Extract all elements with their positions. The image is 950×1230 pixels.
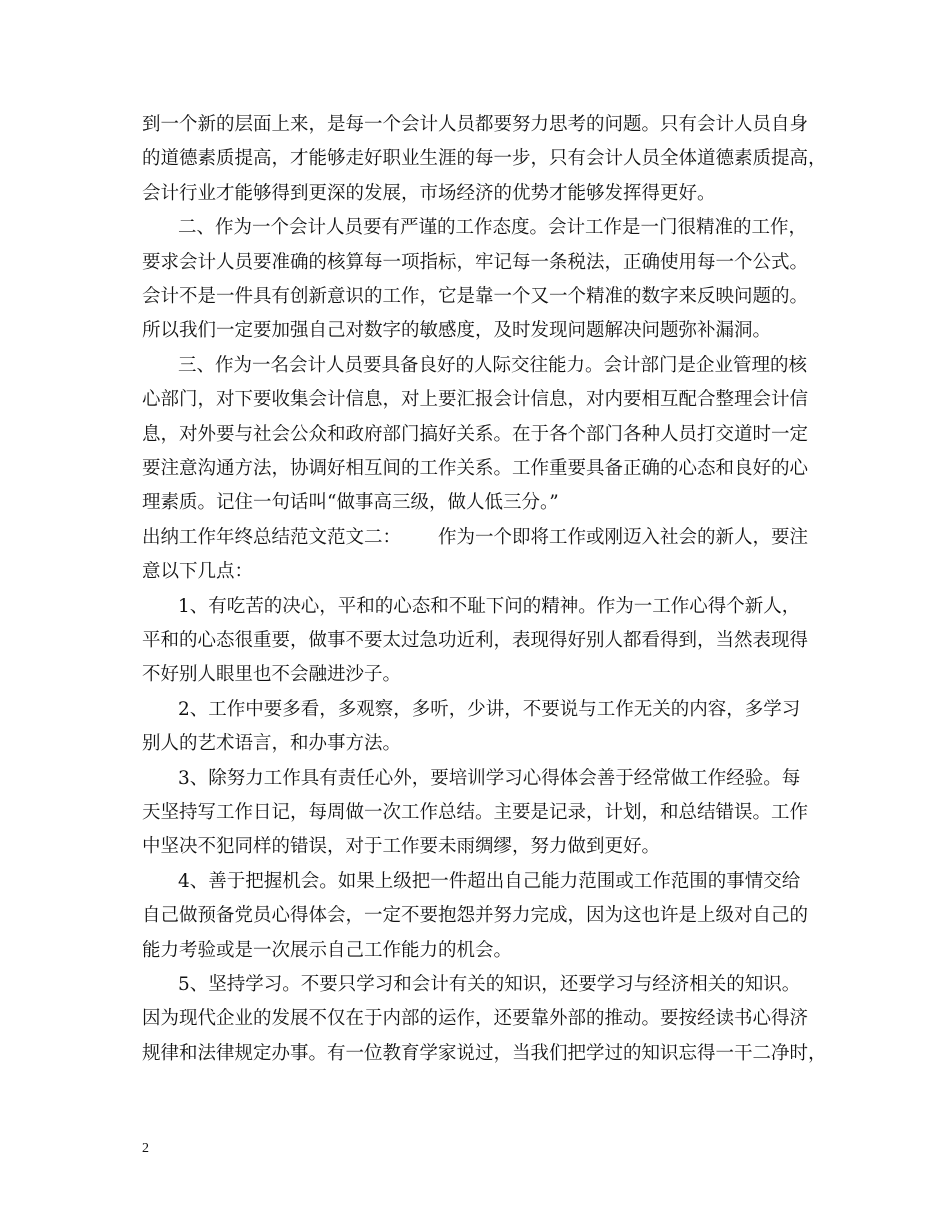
body-line: 要注意沟通方法，协调好相互间的工作关系。工作重要具备正确的心态和良好的心 bbox=[142, 458, 809, 479]
body-line: 二、作为一个会计人员要有严谨的工作态度。会计工作是一门很精准的工作， bbox=[178, 217, 808, 238]
body-line: 因为现代企业的发展不仅在于内部的运作，还要靠外部的推动。要按经读书心得济 bbox=[142, 1008, 809, 1029]
body-line: 1、有吃苦的决心，平和的心态和不耻下问的精神。作为一工作心得个新人， bbox=[178, 596, 801, 617]
body-line: 3、除努力工作具有责任心外，要培训学习心得体会善于经常做工作经验。每 bbox=[178, 768, 801, 789]
body-line: 会计行业才能够得到更深的发展，市场经济的优势才能够发挥得更好。 bbox=[142, 183, 716, 204]
body-line: 5、坚持学习。不要只学习和会计有关的知识，还要学习与经济相关的知识。 bbox=[178, 974, 801, 995]
body-line: 规律和法律规定办事。有一位教育学家说过，当我们把学过的知识忘得一干二净时， bbox=[142, 1043, 827, 1064]
body-line: 要求会计人员要准确的核算每一项指标，牢记每一条税法，正确使用每一个公式。 bbox=[142, 252, 809, 273]
body-line: 息，对外要与社会公众和政府部门搞好关系。在于各个部门各种人员打交道时一定 bbox=[142, 424, 809, 445]
body-line: 不好别人眼里也不会融进沙子。 bbox=[142, 664, 402, 685]
body-line: 平和的心态很重要，做事不要太过急功近利，表现得好别人都看得到，当然表现得 bbox=[142, 630, 809, 651]
body-line: 的道德素质提高，才能够走好职业生涯的每一步，只有会计人员全体道德素质提高， bbox=[142, 148, 827, 169]
body-line: 2、工作中要多看，多观察，多听，少讲，不要说与工作无关的内容，多学习 bbox=[178, 699, 801, 720]
body-line: 会计不是一件具有创新意识的工作，它是靠一个又一个精准的数字来反映问题的。 bbox=[142, 286, 809, 307]
body-line: 能力考验或是一次展示自己工作能力的机会。 bbox=[142, 940, 513, 961]
body-line: 心部门，对下要收集会计信息，对上要汇报会计信息，对内要相互配合整理会计信 bbox=[142, 389, 809, 410]
body-line: 中坚决不犯同样的错误，对于工作要未雨绸缪，努力做到更好。 bbox=[142, 836, 661, 857]
body-line: 天坚持写工作日记，每周做一次工作总结。主要是记录，计划，和总结错误。工作 bbox=[142, 802, 809, 823]
body-line: 别人的艺术语言，和办事方法。 bbox=[142, 733, 402, 754]
body-line: 三、作为一名会计人员要具备良好的人际交往能力。会计部门是企业管理的核 bbox=[178, 355, 808, 376]
page-number: 2 bbox=[142, 1141, 149, 1156]
body-line: 所以我们一定要加强自己对数字的敏感度，及时发现问题解决问题弥补漏洞。 bbox=[142, 320, 772, 341]
section-heading-line bbox=[142, 521, 822, 555]
section-title: 出纳工作年终总结范文范文二： bbox=[142, 527, 402, 548]
body-line: 4、善于把握机会。如果上级把一件超出自己能力范围或工作范围的事情交给 bbox=[178, 871, 801, 892]
body-line: 意以下几点： bbox=[142, 561, 254, 582]
body-line: 作为一个即将工作或刚迈入社会的新人，要注 bbox=[438, 527, 809, 548]
body-line: 到一个新的层面上来，是每一个会计人员都要努力思考的问题。只有会计人员自身 bbox=[142, 114, 809, 135]
body-line: 理素质。记住一句话叫“做事高三级，做人低三分。” bbox=[142, 492, 559, 513]
body-line: 自己做预备党员心得体会，一定不要抱怨并努力完成，因为这也许是上级对自己的 bbox=[142, 905, 809, 926]
